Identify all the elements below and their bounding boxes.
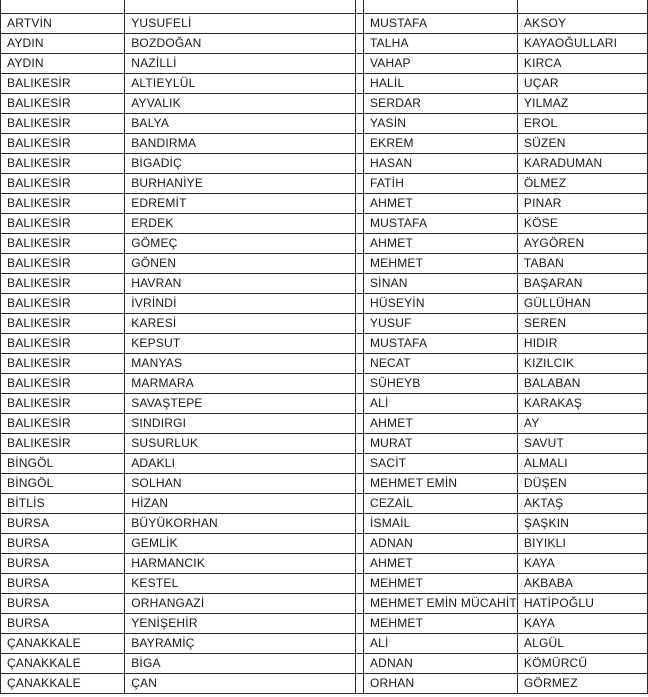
last-name-cell[interactable]: SEREN bbox=[517, 314, 647, 334]
spreadsheet-body bbox=[1, 0, 648, 694]
spacer-cell[interactable] bbox=[356, 74, 364, 94]
district-cell[interactable]: İVRİNDİ bbox=[125, 294, 356, 314]
first-name-cell[interactable]: TALHA bbox=[363, 34, 517, 54]
last-name-cell[interactable]: ALGÜL bbox=[517, 634, 647, 654]
district-cell[interactable]: GÖNEN bbox=[125, 254, 356, 274]
province-cell[interactable]: AYDIN bbox=[1, 34, 125, 54]
spacer-cell[interactable] bbox=[356, 94, 364, 114]
spacer-cell[interactable] bbox=[356, 634, 364, 654]
district-cell[interactable]: NAZİLLİ bbox=[125, 54, 356, 74]
spacer-cell[interactable] bbox=[356, 314, 364, 334]
province-cell[interactable]: BALIKESİR bbox=[1, 294, 125, 314]
first-name-cell[interactable]: EKREM bbox=[363, 134, 517, 154]
first-name-cell[interactable]: NECAT bbox=[363, 354, 517, 374]
last-name-cell[interactable]: AKSOY bbox=[517, 14, 647, 34]
spacer-cell[interactable] bbox=[356, 474, 364, 494]
spacer-cell[interactable] bbox=[356, 134, 364, 154]
district-cell[interactable]: HİZAN bbox=[125, 494, 356, 514]
spacer-cell[interactable] bbox=[356, 354, 364, 374]
spacer-cell[interactable] bbox=[356, 594, 364, 614]
first-name-cell[interactable]: YASİN bbox=[363, 114, 517, 134]
district-cell[interactable]: BALYA bbox=[125, 114, 356, 134]
first-name-cell[interactable]: HALİL bbox=[363, 74, 517, 94]
first-name-cell[interactable]: ALİ bbox=[363, 394, 517, 414]
first-name-cell[interactable]: MUSTAFA bbox=[363, 334, 517, 354]
last-name-cell[interactable]: KARADUMAN bbox=[517, 154, 647, 174]
province-cell[interactable]: BALIKESİR bbox=[1, 74, 125, 94]
province-cell[interactable]: BURSA bbox=[1, 554, 125, 574]
province-cell[interactable]: BURSA bbox=[1, 594, 125, 614]
province-cell[interactable]: BALIKESİR bbox=[1, 334, 125, 354]
district-cell[interactable]: KESTEL bbox=[125, 574, 356, 594]
last-name-cell[interactable]: HATİPOĞLU bbox=[517, 594, 647, 614]
last-name-cell[interactable]: AYGÖREN bbox=[517, 234, 647, 254]
last-name-cell[interactable]: BIYIKLI bbox=[517, 534, 647, 554]
table-row bbox=[1, 54, 648, 74]
district-cell[interactable]: HAVRAN bbox=[125, 274, 356, 294]
district-cell[interactable]: HARMANCIK bbox=[125, 554, 356, 574]
table-row bbox=[1, 74, 648, 94]
table-row bbox=[1, 414, 648, 434]
province-cell[interactable]: BALIKESİR bbox=[1, 154, 125, 174]
spacer-cell[interactable] bbox=[356, 514, 364, 534]
district-cell[interactable]: ÇAN bbox=[125, 674, 356, 694]
table-row bbox=[1, 34, 648, 54]
first-name-cell[interactable]: MEHMET EMİN MÜCAHİT bbox=[363, 594, 517, 614]
province-cell[interactable]: BİTLİS bbox=[1, 494, 125, 514]
first-name-cell[interactable]: CEZAİL bbox=[363, 494, 517, 514]
district-cell[interactable]: AYVALIK bbox=[125, 94, 356, 114]
table-row bbox=[1, 274, 648, 294]
first-name-cell[interactable]: ADNAN bbox=[363, 534, 517, 554]
spacer-cell[interactable] bbox=[356, 194, 364, 214]
province-cell[interactable]: BALIKESİR bbox=[1, 214, 125, 234]
province-cell[interactable]: BALIKESİR bbox=[1, 94, 125, 114]
spacer-cell[interactable] bbox=[356, 114, 364, 134]
last-name-cell[interactable]: KAYAOĞULLARI bbox=[517, 34, 647, 54]
spacer-cell[interactable] bbox=[356, 674, 364, 694]
first-name-cell[interactable]: SÜHEYB bbox=[363, 374, 517, 394]
spacer-cell[interactable] bbox=[356, 154, 364, 174]
first-name-cell[interactable]: HASAN bbox=[363, 154, 517, 174]
last-name-cell[interactable]: ALMALI bbox=[517, 454, 647, 474]
table-row bbox=[1, 14, 648, 34]
province-cell[interactable]: BİNGÖL bbox=[1, 474, 125, 494]
table-row bbox=[1, 114, 648, 134]
district-cell[interactable]: SUSURLUK bbox=[125, 434, 356, 454]
district-cell[interactable]: BİGADİÇ bbox=[125, 154, 356, 174]
table-row bbox=[1, 154, 648, 174]
spacer-cell[interactable] bbox=[356, 394, 364, 414]
table-row bbox=[1, 374, 648, 394]
district-cell[interactable]: BANDIRMA bbox=[125, 134, 356, 154]
first-name-cell[interactable]: AHMET bbox=[363, 554, 517, 574]
last-name-cell[interactable]: HIDIR bbox=[517, 334, 647, 354]
province-cell[interactable]: BALIKESİR bbox=[1, 134, 125, 154]
spacer-cell[interactable] bbox=[356, 654, 364, 674]
district-cell[interactable]: BURHANİYE bbox=[125, 174, 356, 194]
last-name-cell[interactable]: AY bbox=[517, 414, 647, 434]
table-row bbox=[1, 174, 648, 194]
district-cell[interactable]: GÖMEÇ bbox=[125, 234, 356, 254]
spacer-cell[interactable] bbox=[356, 574, 364, 594]
last-name-cell[interactable]: KIRCA bbox=[517, 54, 647, 74]
district-cell[interactable]: SOLHAN bbox=[125, 474, 356, 494]
first-name-cell[interactable]: SİNAN bbox=[363, 274, 517, 294]
last-name-cell[interactable]: KÖSE bbox=[517, 214, 647, 234]
province-cell[interactable]: ÇANAKKALE bbox=[1, 674, 125, 694]
last-name-cell[interactable]: AKBABA bbox=[517, 574, 647, 594]
table-row bbox=[1, 454, 648, 474]
district-cell[interactable]: BOZDOĞAN bbox=[125, 34, 356, 54]
province-cell[interactable]: BURSA bbox=[1, 574, 125, 594]
district-cell[interactable]: ORHANGAZİ bbox=[125, 594, 356, 614]
table-row bbox=[1, 234, 648, 254]
district-cell[interactable]: KARESİ bbox=[125, 314, 356, 334]
table-row bbox=[1, 94, 648, 114]
last-name-cell[interactable]: DÜŞEN bbox=[517, 474, 647, 494]
spacer-cell[interactable] bbox=[356, 494, 364, 514]
spacer-cell[interactable] bbox=[356, 14, 364, 34]
province-cell[interactable]: BALIKESİR bbox=[1, 374, 125, 394]
table-row bbox=[1, 334, 648, 354]
first-name-cell[interactable]: MURAT bbox=[363, 434, 517, 454]
province-cell[interactable]: BALIKESİR bbox=[1, 414, 125, 434]
table-row bbox=[1, 654, 648, 674]
table-row bbox=[1, 674, 648, 694]
last-name-cell[interactable]: KAYA bbox=[517, 614, 647, 634]
province-cell[interactable]: BALIKESİR bbox=[1, 434, 125, 454]
province-cell[interactable]: ÇANAKKALE bbox=[1, 634, 125, 654]
last-name-cell[interactable]: YILMAZ bbox=[517, 94, 647, 114]
spacer-cell[interactable] bbox=[356, 174, 364, 194]
last-name-cell[interactable]: TABAN bbox=[517, 254, 647, 274]
district-cell[interactable]: KEPSUT bbox=[125, 334, 356, 354]
spacer-cell[interactable] bbox=[356, 534, 364, 554]
table-row bbox=[1, 474, 648, 494]
district-cell[interactable]: SINDIRGI bbox=[125, 414, 356, 434]
last-name-cell[interactable]: KIZILCIK bbox=[517, 354, 647, 374]
table-row bbox=[1, 254, 648, 274]
district-cell[interactable]: EDREMİT bbox=[125, 194, 356, 214]
table-row bbox=[1, 494, 648, 514]
table-row bbox=[1, 534, 648, 554]
last-name-cell[interactable]: KAYA bbox=[517, 554, 647, 574]
table-row bbox=[1, 394, 648, 414]
district-cell[interactable]: YUSUFELİ bbox=[125, 14, 356, 34]
spacer-cell[interactable] bbox=[356, 454, 364, 474]
table-row bbox=[1, 294, 648, 314]
spacer-cell[interactable] bbox=[356, 294, 364, 314]
last-name-cell[interactable]: BAŞARAN bbox=[517, 274, 647, 294]
district-cell[interactable]: BİGA bbox=[125, 654, 356, 674]
district-cell[interactable]: MANYAS bbox=[125, 354, 356, 374]
spacer-cell[interactable] bbox=[356, 234, 364, 254]
district-cell[interactable]: ADAKLI bbox=[125, 454, 356, 474]
last-name-cell[interactable]: SAVUT bbox=[517, 434, 647, 454]
table-row bbox=[1, 514, 648, 534]
province-cell[interactable]: BALIKESİR bbox=[1, 194, 125, 214]
province-cell[interactable] bbox=[1, 0, 125, 14]
first-name-cell[interactable]: ADNAN bbox=[363, 654, 517, 674]
table-row bbox=[1, 614, 648, 634]
spacer-cell[interactable] bbox=[356, 254, 364, 274]
district-cell[interactable]: GEMLİK bbox=[125, 534, 356, 554]
spacer-cell[interactable] bbox=[356, 414, 364, 434]
table-row bbox=[1, 134, 648, 154]
spacer-cell[interactable] bbox=[356, 374, 364, 394]
district-cell[interactable]: SAVAŞTEPE bbox=[125, 394, 356, 414]
spacer-cell[interactable] bbox=[356, 34, 364, 54]
first-name-cell[interactable]: FATİH bbox=[363, 174, 517, 194]
last-name-cell[interactable]: ÖLMEZ bbox=[517, 174, 647, 194]
district-cell[interactable] bbox=[125, 0, 356, 14]
last-name-cell[interactable]: PINAR bbox=[517, 194, 647, 214]
province-cell[interactable]: BURSA bbox=[1, 614, 125, 634]
province-cell[interactable]: BALIKESİR bbox=[1, 394, 125, 414]
last-name-cell[interactable]: UÇAR bbox=[517, 74, 647, 94]
first-name-cell[interactable]: MEHMET EMİN bbox=[363, 474, 517, 494]
province-cell[interactable]: BİNGÖL bbox=[1, 454, 125, 474]
table-row bbox=[1, 634, 648, 654]
district-cell[interactable]: ALTIEYLÜL bbox=[125, 74, 356, 94]
last-name-cell[interactable]: GÖRMEZ bbox=[517, 674, 647, 694]
spacer-cell[interactable] bbox=[356, 614, 364, 634]
province-cell[interactable]: BURSA bbox=[1, 534, 125, 554]
province-cell[interactable]: ÇANAKKALE bbox=[1, 654, 125, 674]
last-name-cell[interactable]: KÖMÜRCÜ bbox=[517, 654, 647, 674]
spacer-cell[interactable] bbox=[356, 54, 364, 74]
province-cell[interactable]: BURSA bbox=[1, 514, 125, 534]
first-name-cell[interactable]: AHMET bbox=[363, 414, 517, 434]
first-name-cell[interactable]: MEHMET bbox=[363, 614, 517, 634]
province-cell[interactable]: BALIKESİR bbox=[1, 254, 125, 274]
table-row bbox=[1, 574, 648, 594]
table-row bbox=[1, 354, 648, 374]
last-name-cell[interactable]: BALABAN bbox=[517, 374, 647, 394]
first-name-cell[interactable]: SACİT bbox=[363, 454, 517, 474]
province-cell[interactable]: BALIKESİR bbox=[1, 114, 125, 134]
last-name-cell[interactable]: ŞAŞKIN bbox=[517, 514, 647, 534]
province-cell[interactable]: BALIKESİR bbox=[1, 314, 125, 334]
first-name-cell[interactable]: ALİ bbox=[363, 634, 517, 654]
first-name-cell[interactable]: AHMET bbox=[363, 194, 517, 214]
first-name-cell[interactable]: MEHMET bbox=[363, 574, 517, 594]
table-row bbox=[1, 0, 648, 14]
district-cell[interactable]: BÜYÜKORHAN bbox=[125, 514, 356, 534]
first-name-cell[interactable]: ORHAN bbox=[363, 674, 517, 694]
last-name-cell[interactable] bbox=[517, 0, 647, 14]
table-row bbox=[1, 594, 648, 614]
first-name-cell[interactable]: HÜSEYİN bbox=[363, 294, 517, 314]
district-cell[interactable]: MARMARA bbox=[125, 374, 356, 394]
table-row bbox=[1, 194, 648, 214]
spacer-cell[interactable] bbox=[356, 334, 364, 354]
first-name-cell[interactable]: MUSTAFA bbox=[363, 14, 517, 34]
table-row bbox=[1, 314, 648, 334]
first-name-cell[interactable] bbox=[363, 0, 517, 14]
spacer-cell[interactable] bbox=[356, 274, 364, 294]
first-name-cell[interactable]: SERDAR bbox=[363, 94, 517, 114]
last-name-cell[interactable]: AKTAŞ bbox=[517, 494, 647, 514]
province-cell[interactable]: AYDIN bbox=[1, 54, 125, 74]
province-cell[interactable]: BALIKESİR bbox=[1, 274, 125, 294]
first-name-cell[interactable]: YUSUF bbox=[363, 314, 517, 334]
last-name-cell[interactable]: SÜZEN bbox=[517, 134, 647, 154]
spacer-cell[interactable] bbox=[356, 214, 364, 234]
province-cell[interactable]: BALIKESİR bbox=[1, 234, 125, 254]
spacer-cell[interactable] bbox=[356, 554, 364, 574]
spacer-cell[interactable] bbox=[356, 0, 364, 14]
table-row bbox=[1, 554, 648, 574]
table-row bbox=[1, 434, 648, 454]
first-name-cell[interactable]: VAHAP bbox=[363, 54, 517, 74]
district-cell[interactable]: YENİŞEHİR bbox=[125, 614, 356, 634]
last-name-cell[interactable]: KARAKAŞ bbox=[517, 394, 647, 414]
table-row bbox=[1, 214, 648, 234]
last-name-cell[interactable]: EROL bbox=[517, 114, 647, 134]
district-cell[interactable]: BAYRAMİÇ bbox=[125, 634, 356, 654]
district-cell[interactable]: ERDEK bbox=[125, 214, 356, 234]
province-cell[interactable]: BALIKESİR bbox=[1, 354, 125, 374]
province-cell[interactable]: ARTVİN bbox=[1, 14, 125, 34]
province-cell[interactable]: BALIKESİR bbox=[1, 174, 125, 194]
first-name-cell[interactable]: MUSTAFA bbox=[363, 214, 517, 234]
first-name-cell[interactable]: MEHMET bbox=[363, 254, 517, 274]
spacer-cell[interactable] bbox=[356, 434, 364, 454]
first-name-cell[interactable]: AHMET bbox=[363, 234, 517, 254]
first-name-cell[interactable]: İSMAİL bbox=[363, 514, 517, 534]
last-name-cell[interactable]: GÜLLÜHAN bbox=[517, 294, 647, 314]
